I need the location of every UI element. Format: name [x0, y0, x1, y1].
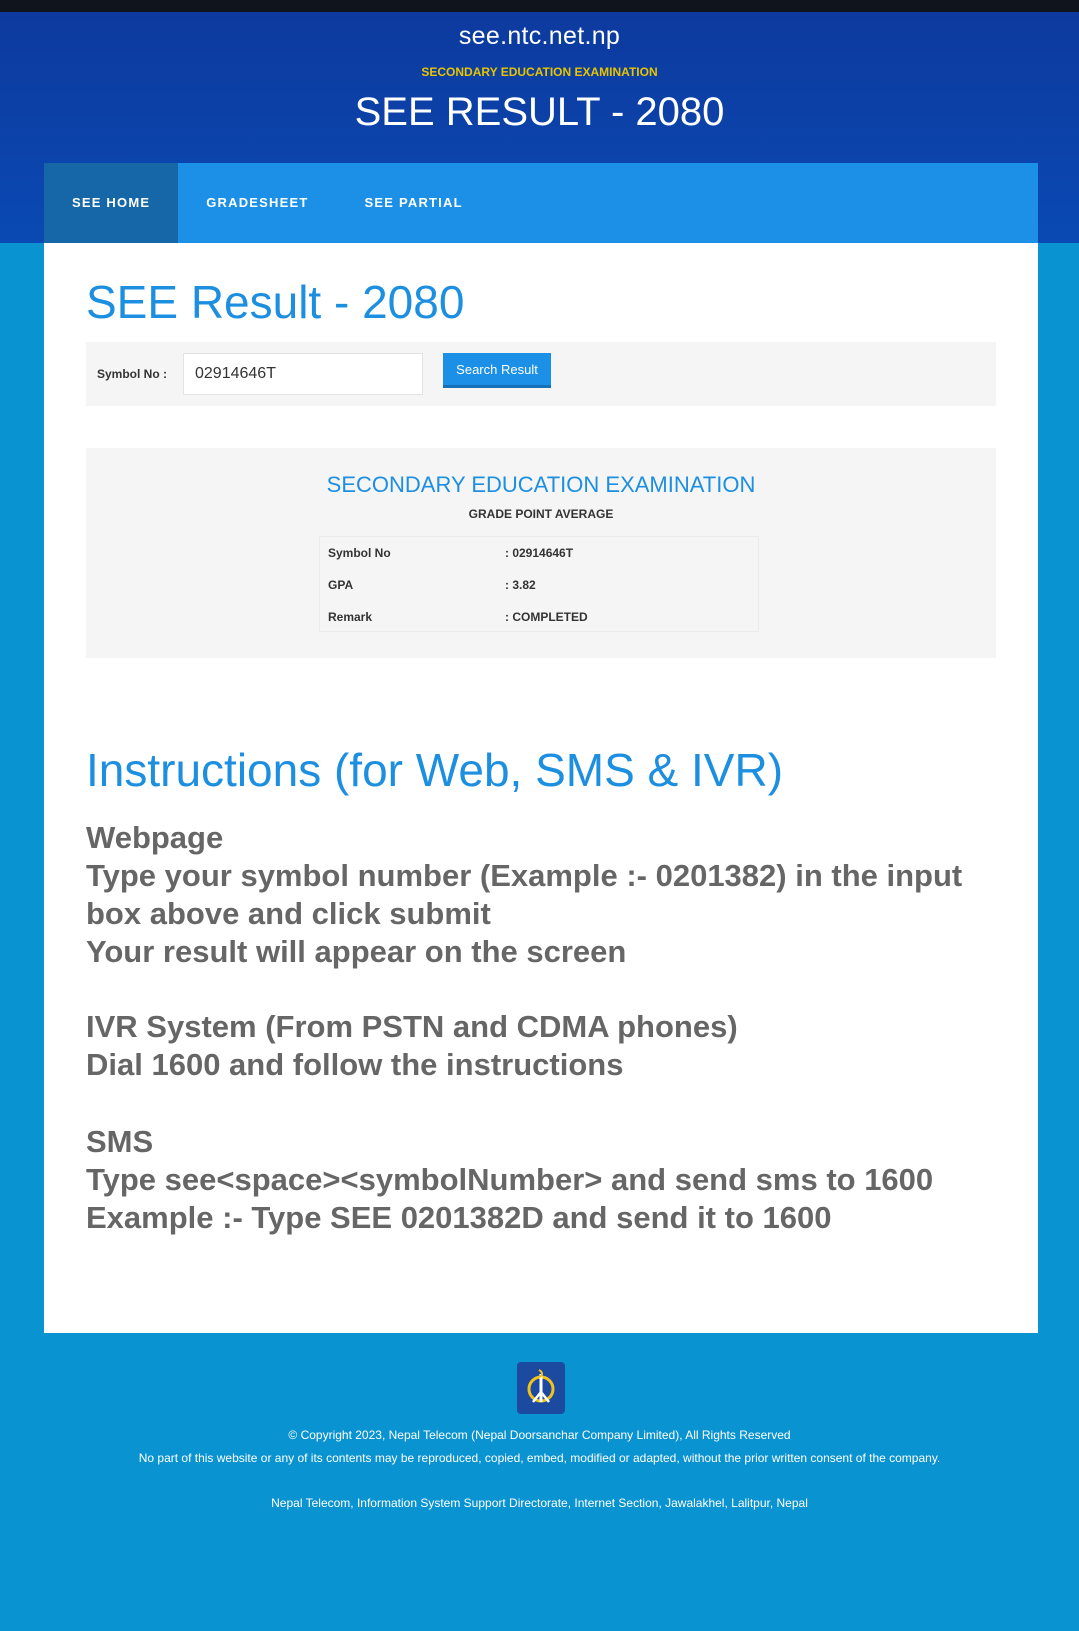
search-result-button[interactable]: Search Result	[443, 353, 551, 388]
result-value: : COMPLETED	[505, 610, 588, 624]
site-subtitle: SECONDARY EDUCATION EXAMINATION	[421, 65, 658, 79]
nav-see-partial[interactable]: SEE PARTIAL	[364, 195, 463, 210]
instructions-sms	[86, 1123, 933, 1237]
instruction-line: Your result will appear on the screen	[86, 934, 627, 969]
instructions-webpage	[86, 819, 962, 971]
main-nav	[44, 163, 1038, 243]
footer-address: Nepal Telecom, Information System Support Directorate, Internet Section, Jawalakhel, Lalitpur, Nepal	[271, 1496, 808, 1510]
result-row-remark	[320, 601, 760, 633]
search-bar	[86, 342, 996, 406]
result-box	[86, 448, 996, 658]
symbol-no-input[interactable]	[183, 353, 423, 395]
page-title: SEE Result - 2080	[86, 276, 465, 328]
result-value: : 3.82	[505, 578, 536, 592]
instruction-line: Dial 1600 and follow the instructions	[86, 1047, 624, 1082]
nav-gradesheet[interactable]: GRADESHEET	[206, 195, 309, 210]
result-key: Symbol No	[328, 546, 391, 560]
result-subheading: GRADE POINT AVERAGE	[468, 507, 614, 521]
site-title: SEE RESULT - 2080	[354, 90, 725, 134]
result-heading: SECONDARY EDUCATION EXAMINATION	[326, 472, 756, 497]
symbol-no-label: Symbol No :	[97, 367, 168, 381]
footer-disclaimer: No part of this website or any of its contents may be reproduced, copied, embed, modified or adapted, without the prior written consent of the company.	[138, 1451, 941, 1465]
result-table	[319, 536, 759, 632]
result-value: : 02914646T	[505, 546, 574, 560]
result-row-gpa	[320, 569, 760, 601]
instruction-line: box above and click submit	[86, 896, 491, 931]
ntc-logo-icon	[517, 1362, 565, 1414]
site-domain: see.ntc.net.np	[458, 22, 621, 50]
instruction-line: Type your symbol number (Example :- 0201382) in the input	[86, 858, 963, 893]
instructions-ivr	[86, 1008, 738, 1084]
content-panel	[44, 243, 1038, 1333]
instruction-line: Type see<space><symbolNumber> and send sms to 1600	[86, 1162, 934, 1197]
instruction-line: SMS	[86, 1124, 154, 1159]
instruction-line: IVR System (From PSTN and CDMA phones)	[86, 1009, 738, 1044]
result-row-symbol	[320, 537, 760, 569]
footer-copyright: © Copyright 2023, Nepal Telecom (Nepal Doorsanchar Company Limited), All Rights Reserved	[288, 1428, 791, 1442]
instructions-title: Instructions (for Web, SMS & IVR)	[86, 744, 784, 796]
status-strip	[0, 0, 1079, 12]
result-key: Remark	[328, 610, 373, 624]
instruction-line: Webpage	[86, 820, 224, 855]
instruction-line: Example :- Type SEE 0201382D and send it to 1600	[86, 1200, 832, 1235]
nav-see-home[interactable]: SEE HOME	[44, 163, 178, 243]
result-key: GPA	[328, 578, 354, 592]
